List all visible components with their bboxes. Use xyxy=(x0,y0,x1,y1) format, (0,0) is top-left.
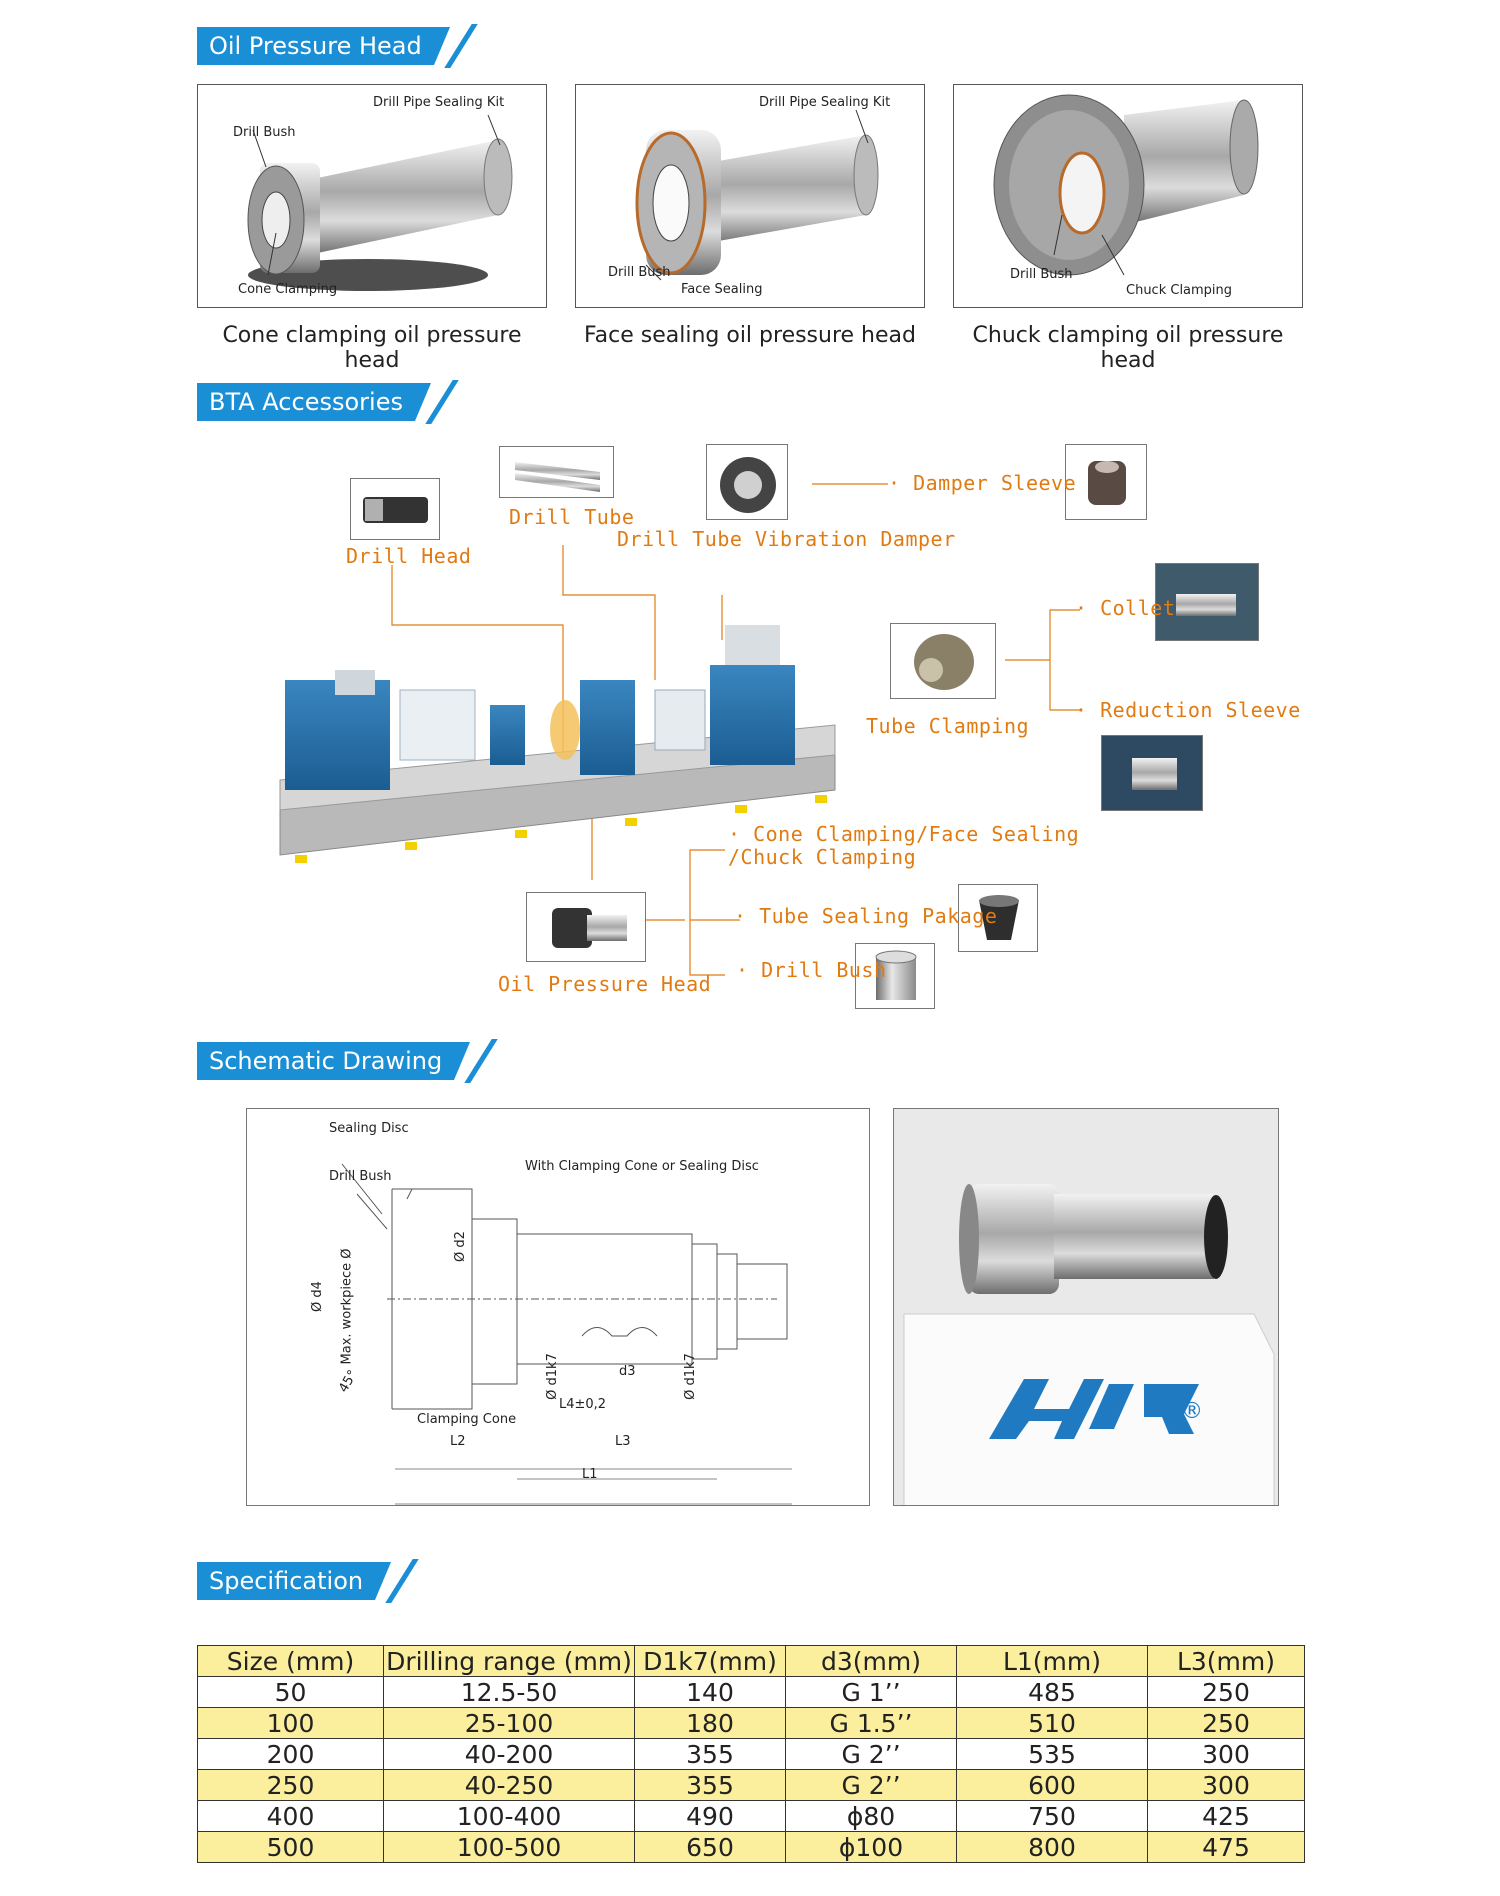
oil-head-image-chuck xyxy=(953,84,1303,308)
caption-cone-clamping: Cone clamping oil pressure head xyxy=(222,323,522,373)
header-d3: d3(mm) xyxy=(786,1646,957,1677)
cell-range: 40-250 xyxy=(384,1770,635,1801)
cell-d3: G 1’’ xyxy=(786,1677,957,1708)
header-d1k7: D1k7(mm) xyxy=(635,1646,786,1677)
cell-l1: 600 xyxy=(957,1770,1148,1801)
cell-size: 400 xyxy=(198,1801,384,1832)
table-header-row xyxy=(198,1646,1305,1677)
caption-face-sealing: Face sealing oil pressure head xyxy=(584,323,916,348)
product-photo xyxy=(893,1108,1279,1506)
cell-size: 50 xyxy=(198,1677,384,1708)
label-tube-clamping: Tube Clamping xyxy=(866,714,1030,738)
cell-l1: 510 xyxy=(957,1708,1148,1739)
registered-mark: ® xyxy=(1181,1399,1203,1424)
vibration-damper-icon xyxy=(707,445,788,520)
drill-tube-thumb xyxy=(499,446,614,498)
cell-range: 12.5-50 xyxy=(384,1677,635,1708)
header-l1: L1(mm) xyxy=(957,1646,1148,1677)
vibration-damper-thumb xyxy=(706,444,788,520)
label-bush: Drill Bush xyxy=(608,265,671,280)
label-drill-bush: Drill Bush xyxy=(329,1169,392,1184)
label-clamp: Face Sealing xyxy=(681,282,763,297)
section-title: Specification xyxy=(197,1562,375,1600)
header-size: Size (mm) xyxy=(198,1646,384,1677)
specification-table xyxy=(197,1645,1305,1863)
cell-l1: 800 xyxy=(957,1832,1148,1863)
cell-l1: 535 xyxy=(957,1739,1148,1770)
cell-d3: ϕ80 xyxy=(786,1801,957,1832)
cell-d1k7: 180 xyxy=(635,1708,786,1739)
label-kit: Drill Pipe Sealing Kit xyxy=(373,95,505,110)
section-header-specification xyxy=(197,1562,405,1600)
label-kit: Drill Pipe Sealing Kit xyxy=(759,95,891,110)
table-row xyxy=(198,1708,1305,1739)
label-drill-tube: Drill Tube xyxy=(509,505,635,529)
label-l3: L3 xyxy=(615,1434,631,1449)
label-clamping-cone: Clamping Cone xyxy=(417,1412,517,1427)
table-row xyxy=(198,1832,1305,1863)
oil-pressure-head-icon xyxy=(527,893,646,962)
table-row xyxy=(198,1770,1305,1801)
cell-d1k7: 140 xyxy=(635,1677,786,1708)
drill-tube-icon xyxy=(500,447,614,498)
chuck-clamping-head-illustration xyxy=(954,85,1303,308)
label-max-workpiece: Max. workpiece Ø xyxy=(339,1248,355,1365)
section-title: Oil Pressure Head xyxy=(197,27,434,65)
label-drill-bush: · Drill Bush xyxy=(736,958,887,982)
section-title: Schematic Drawing xyxy=(197,1042,454,1080)
cell-range: 100-500 xyxy=(384,1832,635,1863)
cell-range: 25-100 xyxy=(384,1708,635,1739)
label-clamp: Cone Clamping xyxy=(238,282,338,297)
label-clamp: Chuck Clamping xyxy=(1126,283,1233,298)
tube-clamping-thumb xyxy=(890,623,996,699)
cell-l1: 750 xyxy=(957,1801,1148,1832)
header-l3: L3(mm) xyxy=(1148,1646,1305,1677)
cell-size: 250 xyxy=(198,1770,384,1801)
label-cone-clamping-1: · Cone Clamping/Face Sealing xyxy=(728,822,1080,846)
cell-d3: G 2’’ xyxy=(786,1770,957,1801)
cell-l3: 300 xyxy=(1148,1739,1305,1770)
label-damper-sleeve: · Damper Sleeve xyxy=(888,471,1077,495)
cell-d1k7: 650 xyxy=(635,1832,786,1863)
section-title: BTA Accessories xyxy=(197,383,415,421)
cell-range: 100-400 xyxy=(384,1801,635,1832)
cell-d1k7: 355 xyxy=(635,1739,786,1770)
cell-l3: 425 xyxy=(1148,1801,1305,1832)
section-header-oil-pressure-head xyxy=(197,27,464,65)
cell-l3: 475 xyxy=(1148,1832,1305,1863)
oil-head-image-cone xyxy=(197,84,547,308)
table-row xyxy=(198,1677,1305,1708)
cell-size: 500 xyxy=(198,1832,384,1863)
cell-d1k7: 490 xyxy=(635,1801,786,1832)
label-vibration-damper: Drill Tube Vibration Damper xyxy=(617,527,956,551)
oil-pressure-head-thumb xyxy=(526,892,646,962)
label-tube-sealing: · Tube Sealing Pakage xyxy=(734,904,998,928)
label-d1-right: Ø d1k7 xyxy=(682,1353,698,1400)
damper-sleeve-icon xyxy=(1066,445,1147,520)
cell-d1k7: 355 xyxy=(635,1770,786,1801)
section-header-bta-accessories xyxy=(197,383,445,421)
label-drill-head: Drill Head xyxy=(346,544,472,568)
cone-clamping-head-illustration xyxy=(198,85,547,308)
label-collet: · Collet xyxy=(1075,596,1176,620)
caption-chuck-clamping: Chuck clamping oil pressure head xyxy=(972,323,1284,373)
oil-head-image-face xyxy=(575,84,925,308)
label-sealing-disc: Sealing Disc xyxy=(329,1121,409,1136)
reduction-sleeve-thumb xyxy=(1101,735,1203,811)
cell-range: 40-200 xyxy=(384,1739,635,1770)
cell-l3: 250 xyxy=(1148,1708,1305,1739)
label-angle: 45° xyxy=(336,1367,361,1396)
cell-size: 100 xyxy=(198,1708,384,1739)
header-drilling-range: Drilling range (mm) xyxy=(384,1646,635,1677)
label-d4: Ø d4 xyxy=(309,1281,325,1312)
product-photo-illustration xyxy=(894,1109,1279,1506)
table-row xyxy=(198,1739,1305,1770)
tube-clamping-icon xyxy=(891,624,996,699)
drill-head-icon xyxy=(351,479,440,540)
label-d1-left: Ø d1k7 xyxy=(544,1353,560,1400)
cell-d3: G 2’’ xyxy=(786,1739,957,1770)
label-cone-clamping-2: /Chuck Clamping xyxy=(728,845,917,869)
cell-d3: G 1.5’’ xyxy=(786,1708,957,1739)
reduction-sleeve-icon xyxy=(1102,736,1203,811)
table-row xyxy=(198,1801,1305,1832)
schematic-drawing xyxy=(246,1108,870,1506)
label-l4: L4±0,2 xyxy=(559,1397,607,1412)
label-l2: L2 xyxy=(450,1434,466,1449)
drill-head-thumb xyxy=(350,478,440,540)
label-reduction-sleeve: · Reduction Sleeve xyxy=(1075,698,1301,722)
label-oil-pressure-head: Oil Pressure Head xyxy=(498,972,712,996)
label-l1: L1 xyxy=(582,1467,598,1482)
cell-l1: 485 xyxy=(957,1677,1148,1708)
label-bush: Drill Bush xyxy=(233,125,296,140)
damper-sleeve-thumb xyxy=(1065,444,1147,520)
cell-l3: 250 xyxy=(1148,1677,1305,1708)
label-note: With Clamping Cone or Sealing Disc xyxy=(525,1159,759,1174)
label-d3: d3 xyxy=(619,1364,636,1379)
cell-size: 200 xyxy=(198,1739,384,1770)
cell-d3: ϕ100 xyxy=(786,1832,957,1863)
cell-l3: 300 xyxy=(1148,1770,1305,1801)
label-d2: Ø d2 xyxy=(452,1231,468,1262)
label-bush: Drill Bush xyxy=(1010,267,1073,282)
section-header-schematic-drawing xyxy=(197,1042,484,1080)
